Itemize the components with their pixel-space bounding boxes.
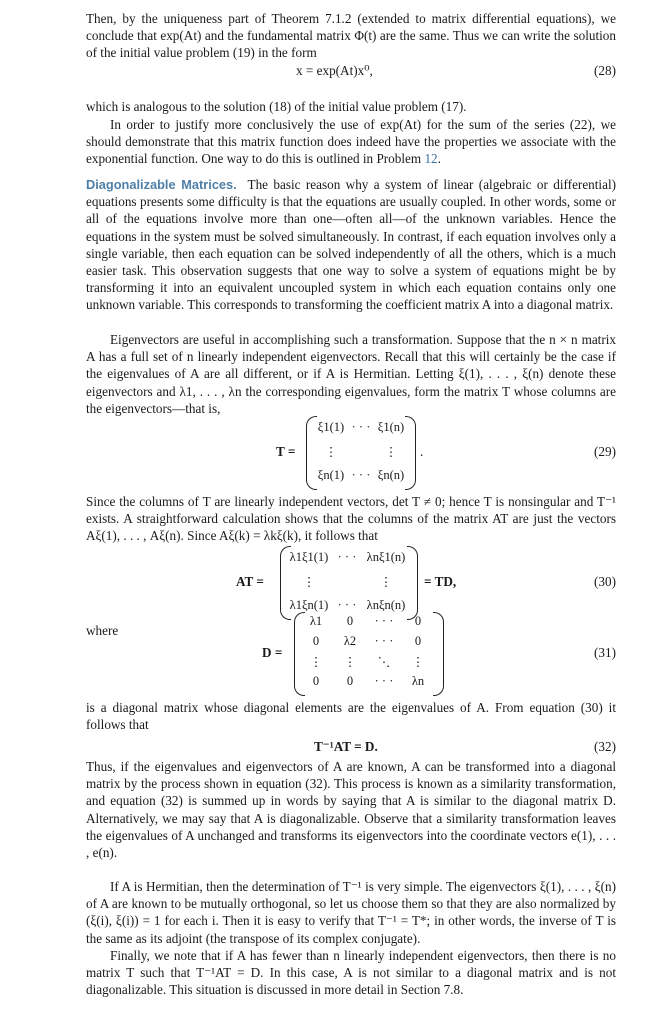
matrix-cell: λ1 (309, 614, 323, 628)
eq31-number: (31) (594, 645, 616, 660)
para-similarity: Thus, if the eigenvalues and eigenvectors of A are known, A can be transformed into a diagonal matrix by the process shown in equation (32). This process is known as a similarity transformation, and equation (32) is summed up in words by saying that A is similar to the diagonal matrix D. Alternatively, we may say that A is diagonalizable. Observe that a similarity transformation leaves the eigenvalues of A unchanged and transforms its eigenvectors into the coordinate vectors e(1), . . . , e(n). (86, 759, 616, 861)
eq29-period: . (420, 444, 424, 459)
matrix-cell: ξ1(1) (317, 420, 345, 434)
matrix-AT (280, 546, 418, 620)
para-diagonal-matrix: is a diagonal matrix whose diagonal elements are the eigenvalues of A. From equation (30) it follows that (86, 700, 616, 733)
section-heading: Diagonalizable Matrices. (86, 177, 237, 192)
matrix-cell: ξn(1) (317, 468, 345, 482)
para-hermitian: If A is Hermitian, then the determination of T⁻¹ is very simple. The eigenvectors ξ(1), . . . , ξ(n) of A are known to be mutually orthogonal, so let us choose them so that they are also normalized by (ξ(i), ξ(i)) = 1 for each i. Then it is easy to verify that T⁻¹ = T*; in other words, the inverse of T is the same as its adjoint (the transpose of its complex conjugate). (86, 879, 616, 946)
matrix-cell: 0 (312, 634, 320, 648)
matrix-cell: · · · (337, 550, 357, 564)
para-eigen: Eigenvectors are useful in accomplishing such a transformation. Suppose that the n × n matrix A has a full set of n linearly independent eigenvectors. Recall that this will certainly be the case if the eigenvalues of A are all different, or if A is Hermitian. Letting ξ(1), . . . , ξ(n) denote these eigenvectors and λ1, . . . , λn the corresponding eigenvalues, form the matrix T whose columns are the eigenvectors—that is, (86, 332, 616, 416)
eq28-text: x = exp(At)x⁰, (296, 63, 373, 78)
matrix-cell: 0 (414, 614, 422, 628)
eq31-lhs: D = (262, 645, 283, 660)
matrix-cell: ⋮ (343, 655, 357, 669)
matrix-cell: 0 (346, 614, 354, 628)
para-justify-text: In order to justify more conclusively the use of exp(At) for the sum of the series (22), we should demonstrate that this matrix function does indeed have the properties we associate with the exponential function. One way to do this is outlined in Problem (86, 117, 616, 167)
matrix-cell: λ2 (343, 634, 357, 648)
matrix-cell: λ1ξn(1) (289, 598, 329, 612)
matrix-cell: λnξn(n) (366, 598, 406, 612)
eq30-number: (30) (594, 574, 616, 589)
matrix-cell: · · · (351, 420, 371, 434)
matrix-cell: ⋮ (384, 445, 398, 459)
matrix-cell: 0 (414, 634, 422, 648)
where-label: where (86, 623, 119, 638)
matrix-cell: · · · (337, 598, 357, 612)
matrix-cell: · · · (374, 634, 394, 648)
matrix-cell: ⋱ (377, 655, 391, 669)
matrix-cell: λnξ1(n) (366, 550, 406, 564)
para-justify: In order to justify more conclusively the use of exp(At) for the sum of the series (22), we should demonstrate that this matrix function does indeed have the properties we associate with the exponential function. One way to do this is outlined in Problem 12. (86, 117, 616, 167)
matrix-cell: ⋮ (379, 575, 393, 589)
eq29-lhs: T = (276, 444, 296, 459)
matrix-cell: 0 (346, 674, 354, 688)
matrix-cell: ξ1(n) (377, 420, 405, 434)
matrix-T (306, 416, 416, 490)
problem-link[interactable]: 12 (424, 151, 438, 167)
matrix-cell: ⋮ (309, 655, 323, 669)
matrix-cell: · · · (374, 614, 394, 628)
right-paren (405, 416, 416, 490)
para-analog: which is analogous to the solution (18) of the initial value problem (17). (86, 99, 467, 114)
matrix-cell: λn (411, 674, 425, 688)
right-paren (407, 546, 418, 620)
matrix-cell: ξn(n) (377, 468, 405, 482)
eq28-number: (28) (594, 63, 616, 78)
equation-29 (86, 416, 616, 490)
matrix-cell: ⋮ (324, 445, 338, 459)
para-since: Since the columns of T are linearly independent vectors, det T ≠ 0; hence T is nonsingular and T⁻¹ exists. A straightforward calculation shows that the columns of the matrix AT are just the vectors Aξ(1), . . . , Aξ(n). Since Aξ(k) = λkξ(k), it follows that (86, 494, 616, 544)
matrix-cell: 0 (312, 674, 320, 688)
matrix-cell: λ1ξ1(1) (289, 550, 329, 564)
matrix-cell: · · · (374, 674, 394, 688)
eq29-number: (29) (594, 444, 616, 459)
equation-30 (86, 546, 616, 620)
eq30-rhs: = TD, (424, 574, 457, 589)
para-intro: Then, by the uniqueness part of Theorem 7.1.2 (extended to matrix differential equations), we conclude that exp(At) and the fundamental matrix Φ(t) are the same. Thus we can write the solution of the initial value problem (19) in the form (86, 11, 616, 61)
eq32-number: (32) (594, 739, 616, 754)
eq32-text: T⁻¹AT = D. (314, 739, 378, 754)
eq30-lhs: AT = (236, 574, 264, 589)
para-diag-text: The basic reason why a system of linear (algebraic or differential) equations presents some difficulty is that the equations are usually coupled. In other words, some or all of the equations involve more than one—often all—of the unknown variables. Hence the equations in the system must be solved simultaneously. In contrast, if each equation involves only a single variable, then each equation can be solved independently of all the others, which is a much easier task. This observation suggests that one way to solve a system of equations might be by transforming it into an equivalent uncoupled system in which each equation contains only one unknown variable. This corresponds to transforming the coefficient matrix A into a diagonal matrix. (86, 177, 617, 313)
matrix-cell: ⋮ (411, 655, 425, 669)
matrix-cell: · · · (351, 468, 371, 482)
matrix-D (294, 612, 444, 696)
para-diagonalizable (86, 176, 616, 314)
equation-31 (86, 612, 616, 696)
matrix-cell: ⋮ (302, 575, 316, 589)
para-finally: Finally, we note that if A has fewer than n linearly independent eigenvectors, then there is no matrix T such that T⁻¹AT = D. In this case, A is not similar to a diagonal matrix and is not diagonalizable. This situation is discussed in more detail in Section 7.8. (86, 948, 616, 998)
right-paren (433, 612, 444, 696)
